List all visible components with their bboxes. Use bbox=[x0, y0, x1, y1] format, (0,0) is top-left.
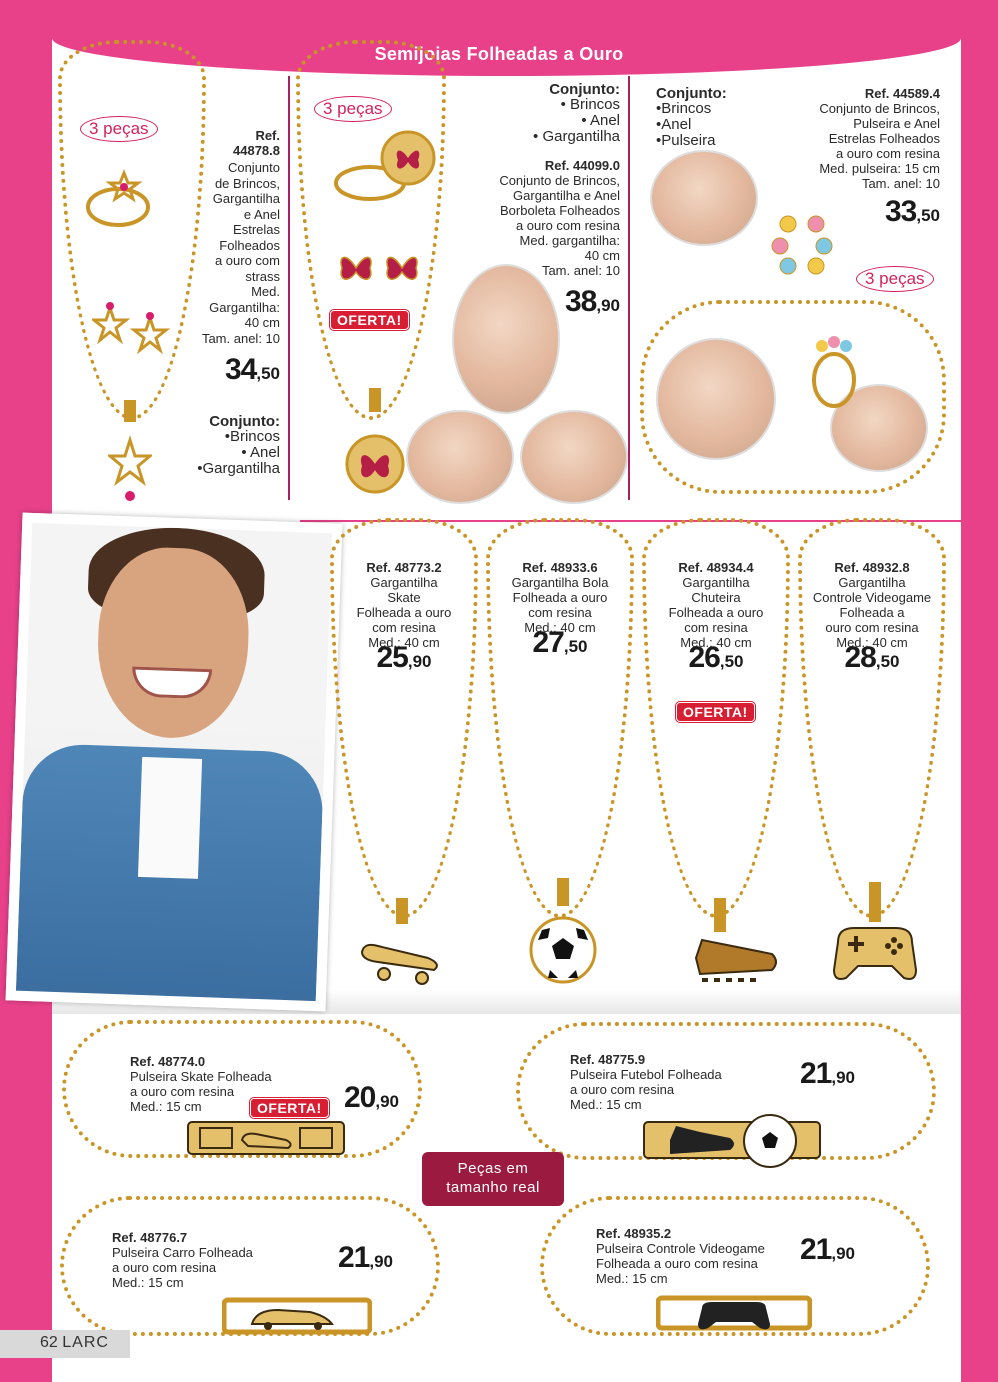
boy-model-photo bbox=[6, 513, 343, 1012]
bracelet-info: Ref. 48775.9 Pulseira Futebol Folheada a ouro com resina Med.: 15 cm bbox=[570, 1052, 722, 1112]
bracelet-price: 21,90 bbox=[800, 1233, 856, 1266]
necklace-info: Ref. 48933.6 Gargantilha Bola Folheada a ouro com resina Med.: 40 cm 27,50 bbox=[511, 560, 609, 659]
bracelet-price: 20,90 bbox=[344, 1081, 400, 1114]
earring-photo bbox=[406, 410, 514, 504]
three-pieces-badge: 3 peças bbox=[80, 116, 158, 142]
ear-photo bbox=[650, 150, 758, 246]
ring-photo bbox=[520, 410, 628, 504]
ref-code: 44878.8 bbox=[233, 143, 280, 158]
star-earrings-image bbox=[768, 212, 838, 276]
car-bracelet-plate-image bbox=[222, 1296, 372, 1336]
product-description: Ref. 44099.0 Conjunto de Brincos, Gargantilha e Anel Borboleta Folheados a ouro com resina Med. gargantilha: 40 cm Tam. anel: 10 bbox=[499, 158, 620, 278]
necklace-info: Ref. 48773.2 Gargantilha Skate Folheada a ouro com resina Med.: 40 cm 25,90 bbox=[356, 560, 452, 674]
product-description: Conjunto de Brincos, Gargantilha e Anel Estrelas Folheados a ouro com strass Med. Gargantilha: 40 cm Tam. anel: 10 bbox=[201, 160, 280, 346]
product-price: 38,90 bbox=[564, 285, 620, 318]
column-divider bbox=[628, 76, 630, 500]
bracelet-info: Ref. 48935.2 Pulseira Controle Videogame Folheada a ouro com resina Med.: 15 cm bbox=[596, 1226, 765, 1286]
game-controller-pendant-image bbox=[830, 882, 920, 990]
set-contents: Conjunto: • Brincos • Anel • Gargantilha bbox=[533, 81, 620, 145]
real-size-label: Peças em tamanho real bbox=[422, 1152, 564, 1206]
page-number: 62 bbox=[40, 1334, 58, 1351]
butterfly-ring-image bbox=[330, 128, 440, 208]
skate-bracelet-plate-image bbox=[186, 1118, 346, 1158]
girl-photo bbox=[452, 264, 560, 414]
page-title: Semijoias Folheadas a Ouro bbox=[374, 44, 624, 64]
product-price: 34,50 bbox=[224, 353, 280, 386]
bracelet-info: Ref. 48774.0 Pulseira Skate Folheada a ouro com resina Med.: 15 cm bbox=[130, 1054, 272, 1114]
oferta-badge: OFERTA! bbox=[250, 1098, 329, 1118]
star-ring-image bbox=[78, 165, 158, 235]
necklace-info: Ref. 48934.4 Gargantilha Chuteira Folheada a ouro com resina Med.: 40 cm 26,50 bbox=[668, 560, 764, 674]
star-pendant-image bbox=[108, 400, 152, 510]
set-contents: Conjunto: •Brincos • Anel •Gargantilha bbox=[197, 413, 280, 477]
soccer-bracelet-plate-image bbox=[642, 1110, 822, 1172]
soccer-ball-pendant-image bbox=[528, 878, 598, 988]
skate-pendant-image bbox=[358, 898, 444, 990]
set-contents: Conjunto: •Brincos •Anel •Pulseira bbox=[656, 85, 727, 149]
bracelet-info: Ref. 48776.7 Pulseira Carro Folheada a ouro com resina Med.: 15 cm bbox=[112, 1230, 253, 1290]
butterfly-pendant-image bbox=[340, 388, 410, 498]
ref-label: Ref. bbox=[255, 128, 280, 143]
controller-bracelet-plate-image bbox=[656, 1290, 812, 1336]
necklace-info: Ref. 48932.8 Gargantilha Controle Videogame Folheada a ouro com resina Med.: 40 cm 28,50 bbox=[812, 560, 932, 674]
oferta-badge: OFERTA! bbox=[330, 310, 409, 330]
oferta-badge: OFERTA! bbox=[676, 702, 755, 722]
star-ring-image bbox=[804, 322, 864, 412]
column-divider bbox=[288, 76, 290, 500]
product-ref bbox=[180, 128, 280, 158]
soccer-cleat-pendant-image bbox=[692, 898, 782, 990]
bracelet-price: 21,90 bbox=[338, 1241, 394, 1274]
brand-logo: LARC bbox=[62, 1334, 109, 1351]
butterfly-earrings-image bbox=[336, 248, 426, 288]
three-pieces-badge: 3 peças bbox=[856, 266, 934, 292]
product-price: 33,50 bbox=[884, 195, 940, 228]
product-description: Ref. 44589.4 Conjunto de Brincos, Pulseira e Anel Estrelas Folheados a ouro com resina Med. pulseira: 15 cm Tam. anel: 10 bbox=[819, 86, 940, 191]
bracelet-price: 21,90 bbox=[800, 1057, 856, 1090]
wrist-photo bbox=[656, 338, 776, 460]
star-earrings-image bbox=[92, 300, 172, 360]
page-footer bbox=[0, 1330, 130, 1358]
three-pieces-badge: 3 peças bbox=[314, 96, 392, 122]
